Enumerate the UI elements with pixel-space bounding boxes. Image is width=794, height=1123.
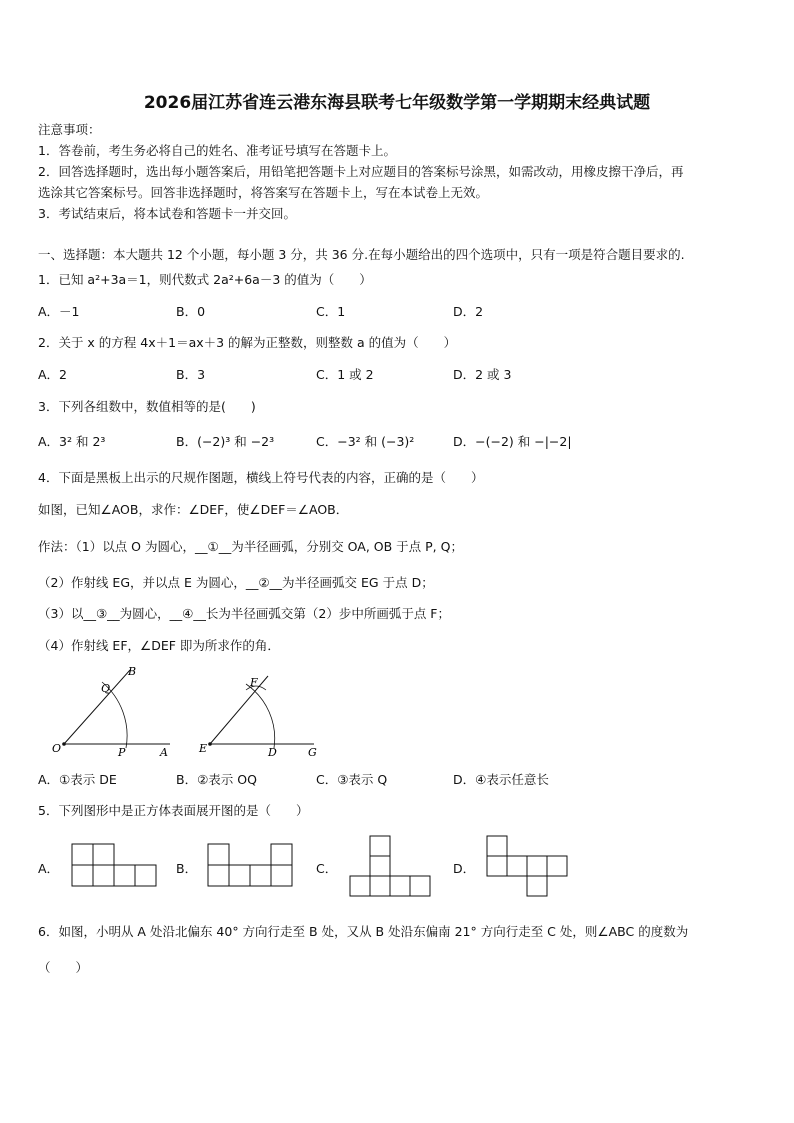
notice-item: 选涂其它答案标号。回答非选择题时，将答案写在答题卡上，写在本试卷上无效。 bbox=[38, 185, 489, 200]
q2-option-d[interactable]: D．2 或 3 bbox=[453, 367, 512, 382]
notice-heading: 注意事项： bbox=[38, 122, 101, 137]
q5-option-b[interactable]: B． bbox=[176, 861, 198, 876]
question-5-stem: 5．下列图形中是正方体表面展开图的是（ ） bbox=[38, 803, 309, 818]
q1-option-d[interactable]: D．2 bbox=[453, 304, 484, 319]
question-4-stem: 4．下面是黑板上出示的尺规作图题，横线上符号代表的内容，正确的是（ ） bbox=[38, 470, 484, 485]
q4-option-c[interactable]: C．③表示 Q bbox=[316, 772, 388, 787]
q4-step-3: （3）以__③__为圆心，__④__长为半径画弧交第（2）步中所画弧于点 F； bbox=[38, 606, 450, 621]
fig1-label-b: B bbox=[128, 665, 137, 678]
notice-item: 2．回答选择题时，选出每小题答案后，用铅笔把答题卡上对应题目的答案标号涂黑，如需改动，用橡皮擦干净后，再 bbox=[38, 164, 684, 179]
notice-item: 1．答卷前，考生务必将自己的姓名、准考证号填写在答题卡上。 bbox=[38, 143, 396, 158]
cube-net-a bbox=[70, 842, 162, 888]
section-heading: 一、选择题：本大题共 12 个小题，每小题 3 分，共 36 分.在每小题给出的四个选项中，只有一项是符合题目要求的. bbox=[38, 247, 685, 262]
q5-option-d[interactable]: D． bbox=[453, 861, 476, 876]
fig1-label-o: O bbox=[52, 742, 62, 755]
q4-step-1: 作法：（1）以点 O 为圆心，__①__为半径画弧，分别交 OA, OB 于点 P, Q； bbox=[38, 539, 463, 554]
q4-option-a[interactable]: A．①表示 DE bbox=[38, 772, 117, 787]
page-title: 2026届江苏省连云港东海县联考七年级数学第一学期期末经典试题 bbox=[143, 93, 651, 113]
fig2-label-e: E bbox=[199, 742, 208, 755]
fig2-label-d: D bbox=[268, 746, 277, 759]
q3-option-b[interactable]: B．(−2)³ 和 −2³ bbox=[176, 434, 275, 449]
q2-option-a[interactable]: A．2 bbox=[38, 367, 68, 382]
q3-option-a[interactable]: A．3² 和 2³ bbox=[38, 434, 106, 449]
fig2-label-g: G bbox=[308, 746, 317, 759]
q2-option-c[interactable]: C．1 或 2 bbox=[316, 367, 374, 382]
q4-step-2: （2）作射线 EG，并以点 E 为圆心，__②__为半径画弧交 EG 于点 D； bbox=[38, 575, 434, 590]
q4-step-4: （4）作射线 EF，∠DEF 即为所求作的角． bbox=[38, 638, 280, 653]
fig1-label-a: A bbox=[160, 746, 168, 759]
q2-option-b[interactable]: B．3 bbox=[176, 367, 206, 382]
cube-net-b bbox=[206, 842, 298, 888]
question-2-stem: 2．关于 x 的方程 4x＋1＝ax＋3 的解为正整数，则整数 a 的值为（ ） bbox=[38, 335, 457, 350]
q3-option-d[interactable]: D．−(−2) 和 −|−2| bbox=[453, 434, 572, 449]
q3-option-c[interactable]: C．−3² 和 (−3)² bbox=[316, 434, 415, 449]
cube-net-d bbox=[485, 834, 571, 898]
notice-item: 3．考试结束后，将本试卷和答题卡一并交回。 bbox=[38, 206, 296, 221]
q4-option-b[interactable]: B．②表示 OQ bbox=[176, 772, 257, 787]
q1-option-a[interactable]: A．－1 bbox=[38, 304, 80, 319]
q1-option-c[interactable]: C．1 bbox=[316, 304, 346, 319]
q6-answer-paren: （ ） bbox=[38, 960, 89, 975]
q4-option-d[interactable]: D．④表示任意长 bbox=[453, 772, 549, 787]
q4-given: 如图，已知∠AOB，求作：∠DEF，使∠DEF＝∠AOB． bbox=[38, 502, 349, 517]
question-1-stem: 1．已知 a²+3a＝1，则代数式 2a²+6a－3 的值为（ ） bbox=[38, 272, 372, 287]
cube-net-c bbox=[348, 834, 434, 898]
q5-option-a[interactable]: A． bbox=[38, 861, 60, 876]
fig1-label-p: P bbox=[118, 746, 126, 759]
q1-option-b[interactable]: B．0 bbox=[176, 304, 206, 319]
fig2-label-f: F bbox=[250, 676, 258, 689]
angle-aob-figure bbox=[50, 662, 190, 762]
question-6-stem: 6．如图，小明从 A 处沿北偏东 40° 方向行走至 B 处，又从 B 处沿东偏南 21° 方向行走至 C 处，则∠ABC 的度数为 bbox=[38, 924, 689, 939]
q5-option-c[interactable]: C． bbox=[316, 861, 338, 876]
fig1-label-q: Q bbox=[101, 682, 111, 695]
question-3-stem: 3．下列各组数中，数值相等的是( ) bbox=[38, 399, 256, 414]
angle-def-figure bbox=[196, 662, 336, 762]
